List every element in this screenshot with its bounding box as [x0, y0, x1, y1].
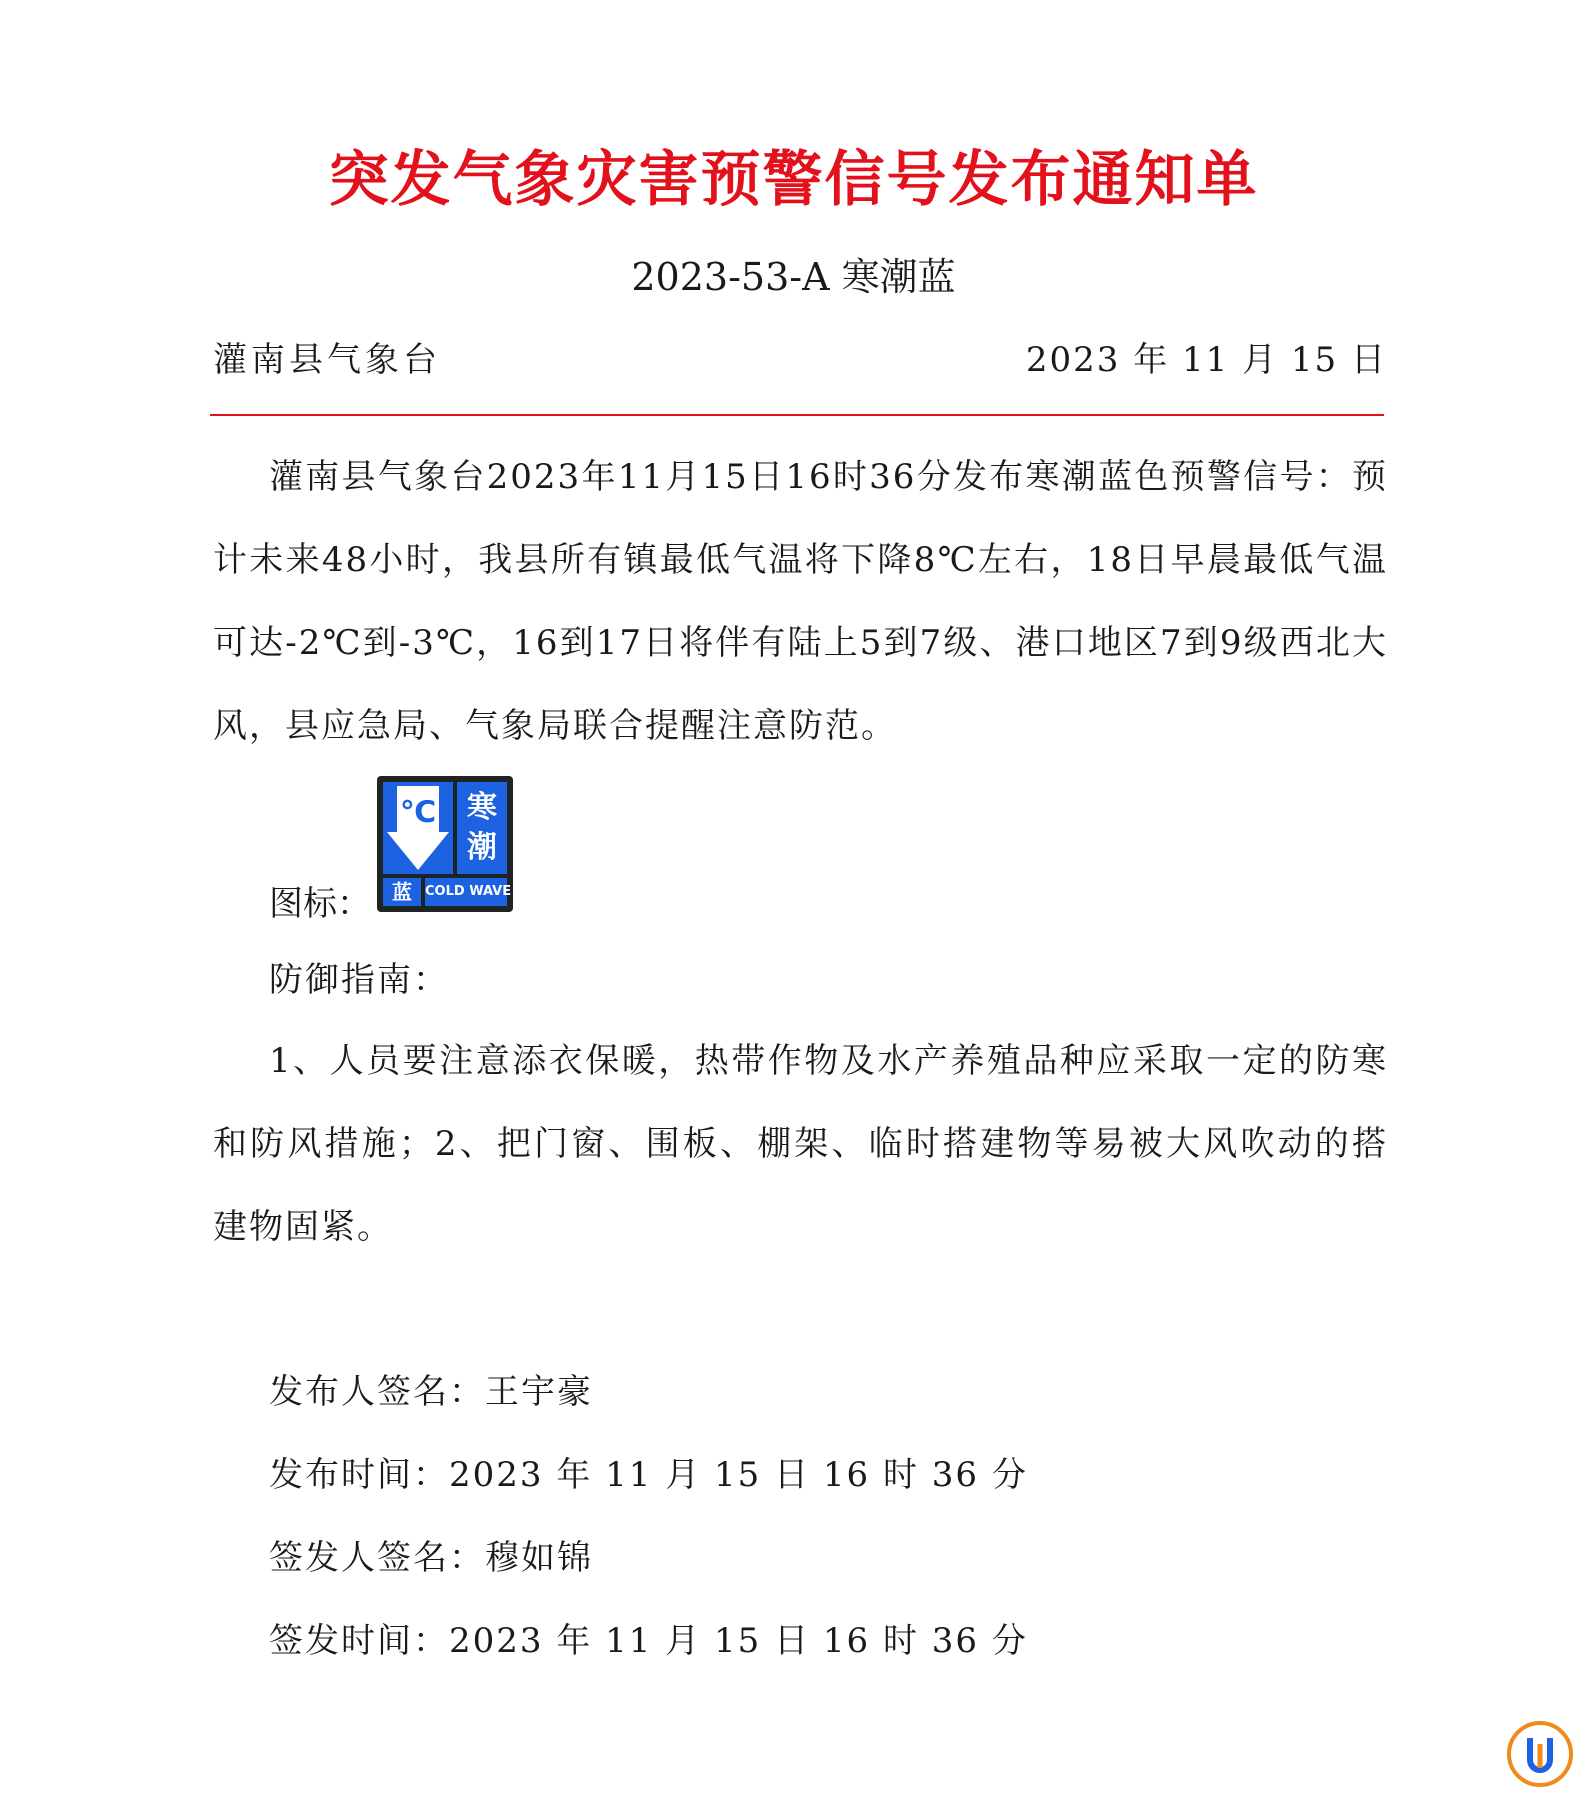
document-title: 突发气象灾害预警信号发布通知单 [328, 145, 1259, 215]
cold-wave-warning-icon [377, 776, 513, 912]
warning-char-2: 潮 [467, 830, 497, 865]
guide-label: 防御指南： [269, 960, 449, 1000]
approve-time: 签发时间：2023 年 11 月 15 日 16 时 36 分 [269, 1621, 1028, 1661]
approver-signature: 签发人签名：穆如锦 [269, 1538, 593, 1578]
warning-level-box [383, 878, 421, 906]
warning-english: COLD WAVE [425, 884, 512, 899]
issuer-name: 灌南县气象台 [213, 340, 441, 380]
warning-english-box [425, 878, 512, 906]
celsius-unit: ℃ [399, 795, 437, 830]
guide-body: 1、人员要注意添衣保暖，热带作物及水产养殖品种应采取一定的防寒和防风措施；2、把门窗、围板、棚架、临时搭建物等易被大风吹动的搭建物固紧。 [213, 1041, 1388, 1247]
issue-date: 2023 年 11 月 15 日 [1025, 340, 1387, 380]
publish-time: 发布时间：2023 年 11 月 15 日 16 时 36 分 [269, 1455, 1028, 1495]
warning-level: 蓝 [392, 880, 412, 904]
publisher-signature: 发布人签名：王宇豪 [269, 1372, 593, 1412]
warning-char-1: 寒 [467, 790, 497, 825]
warning-body: 灌南县气象台2023年11月15日16时36分发布寒潮蓝色预警信号：预计未来48小时，我县所有镇最低气温将下降8℃左右，18日早晨最低气温可达-2℃到-3℃，16到17日将伴有陆上5到7级、港口地区7到9级西北大风，县应急局、气象局联合提醒注意防范。 [213, 457, 1388, 746]
warning-type-chars [457, 782, 507, 874]
watermark-logo-icon [1506, 1720, 1574, 1788]
icon-label: 图标： [269, 884, 371, 924]
red-divider [210, 414, 1384, 416]
thermometer-arrow-icon [383, 782, 453, 874]
document-number: 2023-53-A 寒潮蓝 [631, 255, 956, 299]
